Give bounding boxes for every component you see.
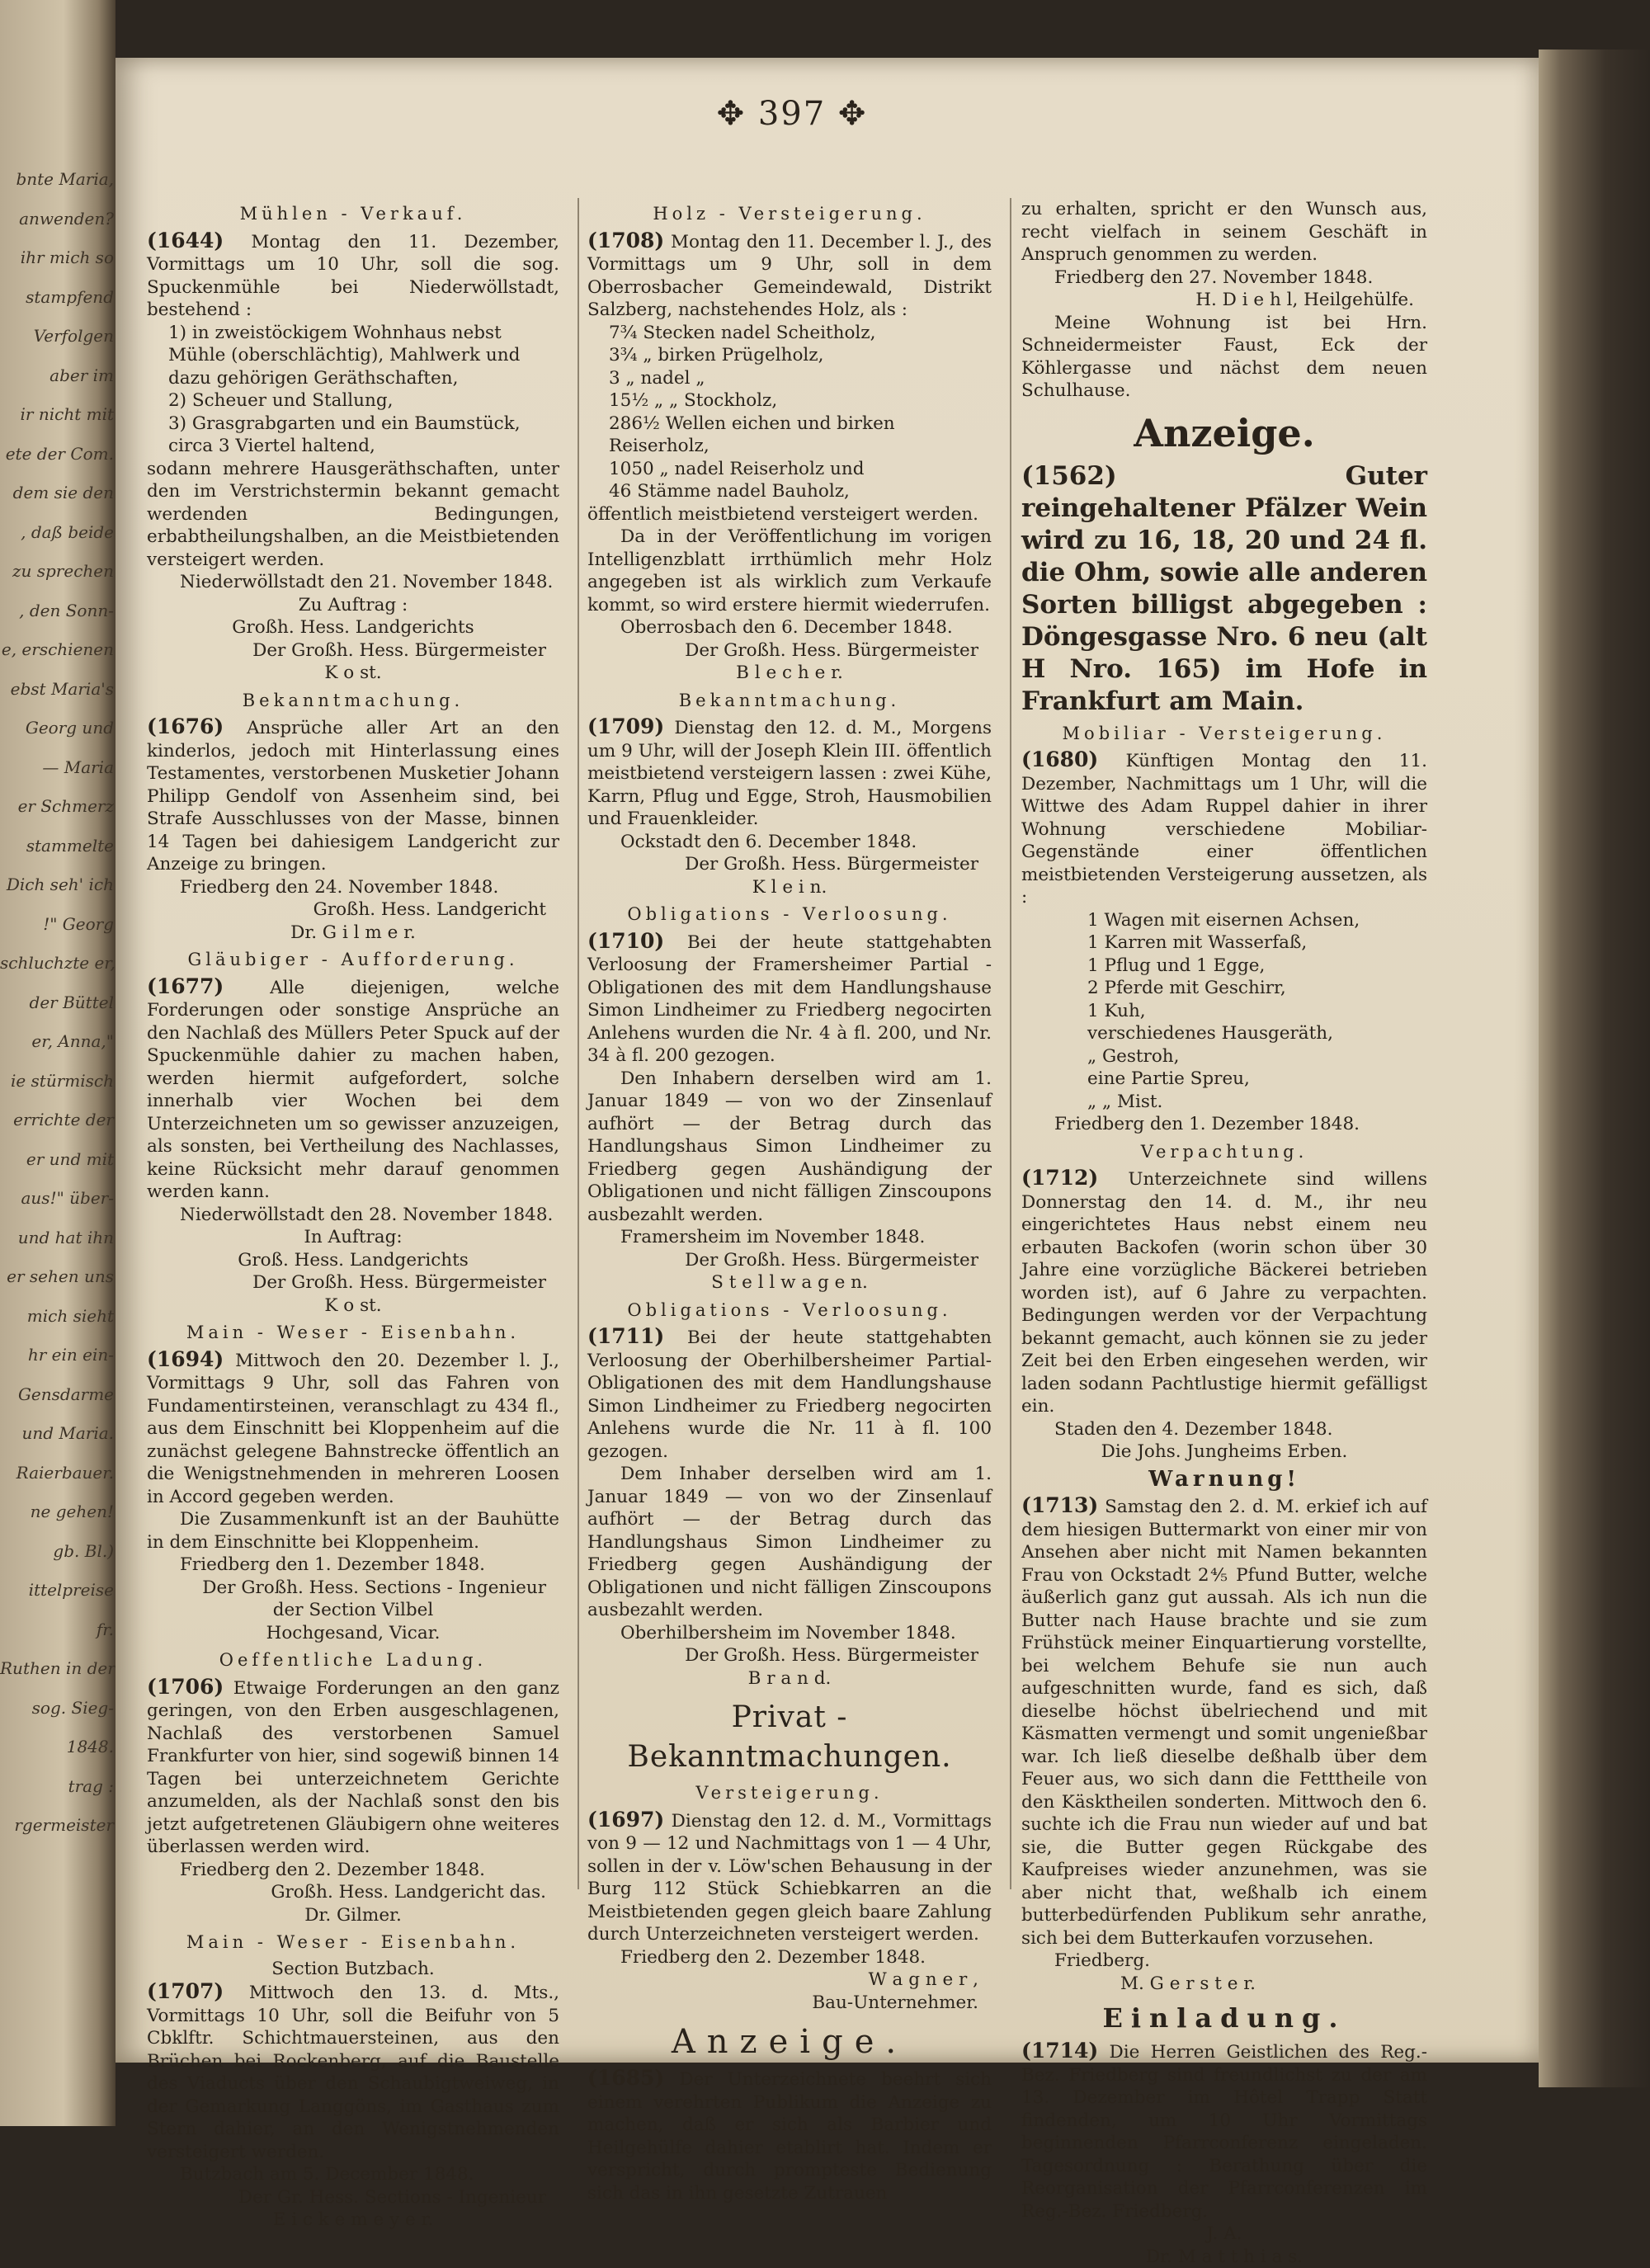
notice-subheading: Section Butzbach. [147, 1958, 559, 1981]
notice-number: (1677) [147, 974, 224, 998]
notice-muehlen-verkauf [147, 203, 559, 685]
notice-text: Etwaige Forderungen an den ganz geringen, von den Erben ausgeschlagenen, Nachlaß des verstorbenen Samuel Frankfurter von hier, sind sogewiß binnen 14 Tagen bei unterzeichnetem Gerichte anzumelden, als der Nachlaß sonst den bis jetzt aufgetretenen Gläubigern ohne weiteres überlassen werden wird. [147, 1678, 559, 1858]
page-number [676, 95, 908, 133]
notice-number: (1680) [1021, 747, 1098, 771]
notice-heading: Obligations - Verloosung. [587, 1299, 992, 1323]
notice-text: Guter reingehaltener Pfälzer Wein wird zu 16, 18, 20 und 24 fl. die Ohm, sowie alle anderen Sorten billigst abgegeben : Döngesgasse Nro. 6 neu (alt H Nro. 165) im Hofe in Frankfurt am Main. [1021, 461, 1427, 716]
notice-number: (1709) [587, 714, 664, 738]
left-page-fragment: Georg und [0, 718, 114, 738]
notice-signature: Großh. Hess. Landgerichts [147, 616, 559, 639]
notice-text: Der Unterzeichnete beehrt sich einem verehrten Publikum die Anzeige zu machen, daß er sich als Barbier und Heilgehülfe dahier etablirt hat. Indem er verspricht, durch prompteste Bedienung sich das in ihn gesetzte Zutrauen [587, 2069, 992, 2204]
notice-text: Dem Inhaber derselben wird am 1. Januar 1849 — von wo der Zinsenlauf aufhört — der Betrag durch das Handlungshaus Simon Lindheimer zu Friedberg gegen Aushändigung der Obligationen und nicht fälligen Zinscoupons ausbezahlt werden. [587, 1463, 992, 1622]
book-cover-edge [1539, 50, 1650, 2087]
notice-einladung [1021, 2000, 1427, 2268]
notice-text: Alle diejenigen, welche Forderungen oder sonstige Ansprüche an den Nachlaß des Müllers Peter Spuck auf der Spuckenmühle dahier zu machen haben, werden hiermit aufgefordert, solche innerhalb vier Wochen bei dem Unterzeichneten um so gewisser anzuzeigen, als sonsten, bei Vertheilung des Nachlasses, keine Rücksicht mehr darauf genommen werden kann. [147, 978, 559, 1203]
notice-glaeubiger-aufforderung [147, 949, 559, 1317]
notice-text: Den Inhabern derselben wird am 1. Januar 1849 — von wo der Zinsenlauf aufhört — der Betrag durch das Handlungshaus Simon Lindheimer zu Friedberg gegen Aushändigung der Obligationen und nicht fälligen Zinscoupons ausbezahlt werden. [587, 1068, 992, 1227]
notice-signature: Dr. Gilmer. [147, 1904, 559, 1927]
notice-items: 7¾ Stecken nadel Scheitholz, 3¾ „ birken Prügelholz, 3 „ nadel „ 15½ „ „ Stockholz, 286½ Wellen eichen und birken Reiserholz, 1050 „ nadel Reiserholz und 46 Stämme nadel Bauholz, [587, 322, 992, 503]
notice-signature: E i c k e m e y e r. [147, 2209, 559, 2232]
notice-holz-versteigerung [587, 203, 992, 685]
notice-anzeige-1685 [587, 2020, 992, 2204]
left-page-fragment: — Maria [0, 757, 114, 777]
notice-signature: Groß. Hess. Landgerichts [147, 1249, 559, 1272]
left-page-fragment: sog. Sieg- [0, 1698, 114, 1718]
notice-main-weser-1707 [147, 1931, 559, 2232]
notice-heading: Versteigerung. [587, 1782, 992, 1805]
notice-text: Samstag den 2. d. M. erkief ich auf dem hiesigen Buttermarkt von einer mir von Ansehen aber nicht mit Namen bekannten Frau von Ockstadt 2⅘ Pfund Butter, welche äußerlich ganz gut aussah. Als ich nun die Butter nach Hause brachte und sie zum Frühstück meiner Einquartierung vorstellte, bei welchem Behufe sie nun auch aufgeschnitten wurde, fand es sich, daß dieselbe höchst übelriechend und mit Käsmatten vermengt und somit ungenießbar war. Ich ließ dieselbe deßhalb über dem Feuer aus, wo sich dann die Fetttheile von den Käsktheilen sonderten. Mittwoch den 6. suchte ich die Frau nun wieder auf und bat sie, die Butter gegen Rückgabe des Kaufpreises wieder anzunehmen, was sie aber nicht that, weßhalb ich einem butterbedürfenden Publikum sehr anrathe, sich bei dem Butterkaufen vorzusehen. [1021, 1497, 1427, 1949]
left-page-fragment: errichte der [0, 1110, 114, 1129]
notice-warnung [1021, 1469, 1427, 1996]
notice-signature: K o st. [147, 1294, 559, 1318]
left-page-edge [0, 0, 116, 2126]
left-page-fragment: stammelte [0, 836, 114, 856]
notice-signature: Der Großh. Hess. Bürgermeister [147, 639, 559, 662]
left-page-fragment: ir nicht mit [0, 404, 114, 424]
left-page-fragment: Gensdarme [0, 1384, 114, 1404]
notice-signature: Dr. M a t t h i a s. [1021, 2246, 1427, 2268]
notice-heading: Anzeige. [587, 2020, 992, 2063]
left-page-fragment: e, erschienen [0, 639, 114, 659]
notice-number: (1697) [587, 1808, 664, 1832]
left-page-fragment: zu sprechen [0, 561, 114, 581]
notice-text: zu erhalten, spricht er den Wunsch aus, recht vielfach in seinem Geschäft in Anspruch genommen zu werden. [1021, 198, 1427, 266]
notice-number: (1676) [147, 714, 224, 738]
notice-text: Künftigen Montag den 11. Dezember, Nachmittags um 1 Uhr, will die Wittwe des Adam Ruppel dahier in ihrer Wohnung verschiedene Mobiliar-Gegenstände einer öffentlichen meistbietenden Versteigerung aussetzen, als : [1021, 751, 1427, 908]
left-page-fragment: mich sieht [0, 1306, 114, 1326]
notice-signature: B r a n d. [587, 1667, 992, 1690]
notice-heading: Verpachtung. [1021, 1141, 1427, 1164]
notice-signature: K o st. [147, 662, 559, 685]
notice-number: (1708) [587, 229, 664, 252]
left-page-fragment: , daß beide [0, 522, 114, 542]
notice-text: öffentlich meistbietend versteigert werden. [587, 503, 992, 526]
left-page-fragment: aber im [0, 365, 114, 385]
notice-signature: der Section Vilbel [147, 1599, 559, 1622]
notice-number: (1644) [147, 229, 224, 252]
notice-place-date: Niederwöllstadt den 21. November 1848. [147, 571, 559, 594]
left-page-fragment: bnte Maria, [0, 169, 114, 189]
left-page-fragment: und Maria. [0, 1423, 114, 1443]
notice-text: Bei der heute stattgehabten Verloosung der Framersheimer Partial - Obligationen des mit dem Handlungshause Simon Lindheimer zu Friedberg negocirten Anlehens wurden die Nr. 4 à fl. 200, und Nr. 34 à fl. 200 gezogen. [587, 932, 992, 1067]
ornament-right: ✥ [838, 95, 868, 133]
notice-place-date: Staden den 4. Dezember 1848. [1021, 1418, 1427, 1441]
left-page-fragment: rgermeister [0, 1815, 114, 1835]
notice-signature: Hochgesand, Vicar. [147, 1622, 559, 1645]
notice-number: (1707) [147, 1979, 224, 2003]
left-page-fragment: er Schmerz [0, 796, 114, 816]
notice-number: (1711) [587, 1324, 664, 1348]
notice-signature: Der Großh. Hess. Bürgermeister [587, 639, 992, 662]
column-rule [1010, 198, 1011, 1889]
left-page-fragment: ittelpreise [0, 1580, 114, 1600]
column-2 [587, 198, 992, 1906]
notice-text: Ansprüche aller Art an den kinderlos, jedoch mit Hinterlassung eines Testamentes, verstorbenen Musketier Johann Philipp Gendolf von Assenheim sind, bei Strafe Ausschlusses von der Masse, binnen 14 Tagen bei dahiesigem Landgericht zur Anzeige zu bringen. [147, 718, 559, 875]
notice-number: (1562) [1021, 461, 1117, 491]
notice-heading: Obligations - Verloosung. [587, 903, 992, 927]
notice-heading: Warnung! [1021, 1469, 1427, 1492]
left-page-fragment: hr ein ein- [0, 1345, 114, 1365]
left-page-fragment: ie stürmisch [0, 1071, 114, 1091]
notice-heading: Bekanntmachung. [147, 690, 559, 713]
notice-obligations-1710 [587, 903, 992, 1294]
notice-heading: Gläubiger - Aufforderung. [147, 949, 559, 972]
notice-signature: Der Großh. Hess. Bürgermeister [587, 1644, 992, 1667]
notice-signature: B l e c h e r. [587, 662, 992, 685]
notice-text: Da in der Veröffentlichung im vorigen Intelligenzblatt irrthümlich mehr Holz angegeben ist als wirklich zum Verkaufe kommt, so wird erstere hiermit wiederrufen. [587, 526, 992, 616]
left-page-fragment: stampfend [0, 287, 114, 307]
notice-signature: Der Großh. Hess. Sections - Ingenieur [147, 1577, 559, 1600]
left-page-fragment: aus!" über- [0, 1188, 114, 1208]
notice-place-date: Friedberg den 1. Dezember 1848. [147, 1554, 559, 1577]
left-page-fragment: ne gehen! [0, 1502, 114, 1521]
notice-signature: M. G e r s t e r. [1021, 1973, 1256, 1994]
notice-heading: Oeffentliche Ladung. [147, 1649, 559, 1672]
left-page-fragment: gb. Bl.) [0, 1541, 114, 1561]
notice-auftrag: Zu Auftrag : [147, 594, 559, 617]
notice-signature: Die Johs. Jungheims Erben. [1021, 1440, 1427, 1464]
notice-place-date: Oberrosbach den 6. December 1848. [587, 616, 992, 639]
notice-text: Die Zusammenkunft ist an der Bauhütte in dem Einschnitte bei Kloppenheim. [147, 1508, 559, 1554]
notice-signature: Der Großh. Hess. Bürgermeister [587, 853, 992, 876]
left-page-fragment: Verfolgen [0, 326, 114, 346]
notice-text: Montag den 11. December l. J., des Vormittags um 9 Uhr, soll in dem Oberrosbacher Gemeindewald, Distrikt Salzberg, nachstehendes Holz, als : [587, 232, 992, 321]
left-page-fragment: schluchzte er, [0, 953, 114, 973]
notice-signature: Dr. G i l m e r. [147, 922, 559, 945]
left-page-fragment: er sehen uns [0, 1266, 114, 1286]
notice-signature: K l e i n. [587, 876, 992, 899]
notice-place-date: Friedberg den 1. Dezember 1848. [1021, 1113, 1427, 1136]
notice-signature: Der Gr. Hess. Sections - Ingenieur [147, 2186, 559, 2209]
notice-signature: Bau-Unternehmer. [587, 1992, 992, 2015]
notice-signature: Großh. Hess. Landgericht [147, 898, 559, 922]
notice-place-date: Framersheim im November 1848. [587, 1226, 992, 1249]
notice-text: Dienstag den 12. d. M., Vormittags von 9 — 12 und Nachmittags von 1 — 4 Uhr, sollen in der v. Löw'schen Behausung in der Burg 112 Stück Schiebkarren an die Meistbietenden gegen gleich baare Zahlung durch Unterzeichneten versteigert werden. [587, 1811, 992, 1945]
notice-text: Montag den 11. Dezember, Vormittags um 10 Uhr, soll die sog. Spuckenmühle bei Niederwöllstadt, bestehend : [147, 232, 559, 321]
notice-number: (1713) [1021, 1493, 1098, 1517]
left-page-fragment: Raierbauer. [0, 1463, 114, 1483]
column-1 [147, 198, 559, 1906]
notice-number: (1712) [1021, 1166, 1098, 1190]
notice-text: Mittwoch den 13. d. Mts., Vormittags 10 Uhr, soll die Beifuhr von 5 Cbklftr. Schichtmauersteinen, aus den Brüchen bei Rockenberg, auf die Baustelle des Viaducts über den Schaubigtweiweg, in der Gemarkung Langgöns, im Gasthaus zum Stern dahier, an den Wenigstnehmenden versteigert werden. [147, 1983, 559, 2162]
notice-bekanntmachung-1709 [587, 690, 992, 899]
notice-text: Meine Wohnung ist bei Hrn. Schneidermeister Faust, Eck der Köhlergasse und nächst dem neuen Schulhause. [1021, 312, 1427, 403]
notice-place-date: Friedberg den 24. November 1848. [147, 876, 559, 899]
notice-place-date: Friedberg den 2. Dezember 1848. [147, 1859, 559, 1882]
left-page-fragment: ihr mich so [0, 248, 114, 267]
left-page-fragment: er, Anna," [0, 1031, 114, 1051]
notice-number: (1710) [587, 929, 664, 953]
notice-place-date: Friedberg den 27. November 1848. [1021, 266, 1427, 290]
notice-mobiliar-versteigerung [1021, 723, 1427, 1136]
notice-heading: Anzeige. [1021, 409, 1427, 457]
notice-heading: Holz - Versteigerung. [587, 203, 992, 226]
notice-number: (1714) [1021, 2039, 1098, 2063]
notice-heading: Bekanntmachung. [587, 690, 992, 713]
notice-place-date: Friedberg den 2. Dezember 1848. [587, 1946, 992, 1969]
notice-items: 1 Wagen mit eisernen Achsen, 1 Karren mit Wasserfaß, 1 Pflug und 1 Egge, 2 Pferde mit Geschirr, 1 Kuh, verschiedenes Hausgeräth, „ Gestroh, eine Partie Spreu, „ „ Mist. [1021, 909, 1427, 1114]
notice-text: sodann mehrere Hausgeräthschaften, unter den im Verstrichstermin bekannt gemacht werdenden Bedingungen, erbabtheilungshalben, an die Meistbietenden versteigert werden. [147, 458, 559, 572]
notice-signature: S t e l l w a g e n. [587, 1271, 992, 1294]
notice-place-date: Niederwöllstadt den 28. November 1848. [147, 1204, 559, 1227]
notice-heading: Main - Weser - Eisenbahn. [147, 1322, 559, 1345]
notice-text: Die Herren Geistlichen des Reg.-Bez. Friedberg sind freundlichst zu der am 13. Dezember im Hôtel Trapp Statt findenden, um 10 Uhr Vormittags beginnenden Pfarrconferenz eingeladen. Tagesordnung : Berathung über die Reorganisation der Pfarrconferenzen im Reg.-Bez. Friedberg. [1021, 2042, 1427, 2222]
notice-items: 1) in zweistöckigem Wohnhaus nebst Mühle (oberschlächtig), Mahlwerk und dazu gehörigen Geräthschaften, 2) Scheuer und Stallung, 3) Grasgrabgarten und ein Baumstück, circa 3 Viertel haltend, [147, 322, 559, 458]
notice-heading: Mobiliar - Versteigerung. [1021, 723, 1427, 746]
notice-place-date: Ockstadt den 6. December 1848. [587, 831, 992, 854]
notice-heading: Main - Weser - Eisenbahn. [147, 1931, 559, 1954]
notice-number: (1706) [147, 1675, 224, 1699]
notice-text: Dienstag den 12. d. M., Morgens um 9 Uhr, will der Joseph Klein III. öffentlich meistbietend versteigern lassen : zwei Kühe, Karrn, Pflug und Egge, Stroh, Hausmobilien und Frauenkleider. [587, 718, 992, 829]
notice-anzeige-1562 [1021, 409, 1427, 718]
left-page-fragment: 1848. [0, 1737, 114, 1756]
notice-text: Bei der heute stattgehabten Verloosung der Oberhilbersheimer Partial-Obligationen des mit dem Handlungshause Simon Lindheimer zu Friedberg negocirten Anlehens wurde die Nr. 11 à fl. 100 gezogen. [587, 1327, 992, 1462]
left-page-fragment: und hat ihn [0, 1228, 114, 1247]
left-page-fragment: dem sie den [0, 483, 114, 502]
page-number-text: 397 [758, 95, 826, 133]
left-page-fragment: Ruthen in der [0, 1658, 114, 1678]
left-page-fragment: ebst Maria's [0, 679, 114, 699]
notice-signature: J. A. [1021, 2223, 1427, 2246]
notice-place-date: Oberhilbersheim im November 1848. [587, 1622, 992, 1645]
left-page-fragment: ete der Com. [0, 444, 114, 464]
left-page-fragment: Dich seh' ich [0, 875, 114, 894]
notice-verpachtung [1021, 1141, 1427, 1464]
notice-number: (1685) [587, 2066, 664, 2090]
column-3 [1021, 198, 1427, 1906]
left-page-fragment: !" Georg [0, 914, 114, 934]
notice-signature: Der Großh. Hess. Bürgermeister [587, 1249, 992, 1272]
notice-signature: Großh. Hess. Landgericht das. [147, 1881, 559, 1904]
notice-main-weser-1694 [147, 1322, 559, 1644]
notice-obligations-1711 [587, 1299, 992, 1690]
left-page-fragment: der Büttel [0, 993, 114, 1012]
notice-bekanntmachung-1676 [147, 690, 559, 945]
notice-oeffentliche-ladung [147, 1649, 559, 1926]
notice-place: Friedberg. [1054, 1950, 1150, 1971]
left-page-fragment: anwenden? [0, 209, 114, 229]
ornament-left: ✥ [717, 95, 747, 133]
notice-privat-versteigerung [587, 1698, 992, 2014]
left-page-fragment: , den Sonn- [0, 601, 114, 620]
notice-text: Unterzeichnete sind willens Donnerstag den 14. d. M., ihr neu eingerichtetes Haus nebst einem neu erbauten Backofen (worin schon über 30 Jahre eine vorzügliche Bäckerei betrieben worden ist), auf 6 Jahre zu verpachten. Bedingungen werden vor der Verpachtung bekannt gemacht, auch können sie zu jeder Zeit bei den Erben eingesehen werden, wir laden sodann Pachtlustige hiermit gefälligst ein. [1021, 1169, 1427, 1417]
left-page-fragment: trag : [0, 1776, 114, 1796]
notice-signature: Der Großh. Hess. Bürgermeister [147, 1271, 559, 1294]
notice-heading: Einladung. [1021, 2000, 1427, 2036]
left-page-fragment: fr. [0, 1620, 114, 1639]
notice-auftrag: In Auftrag: [147, 1226, 559, 1249]
section-heading: Privat - Bekanntmachungen. [587, 1698, 992, 1777]
notice-number: (1694) [147, 1347, 224, 1371]
notice-place-date: Butzbach am 5. December 1848. [147, 2163, 559, 2186]
notice-signature: H. D i e h l, Heilgehülfe. [1021, 289, 1427, 312]
notice-heading: Mühlen - Verkauf. [147, 203, 559, 226]
left-page-fragment: er und mit [0, 1149, 114, 1169]
notice-text: Mittwoch den 20. Dezember l. J., Vormittags 9 Uhr, soll das Fahren von Fundamentirsteinen, veranschlagt zu 434 fl., aus dem Einschnitt bei Kloppenheim auf die zunächst gelegene Bahnstrecke öffentlich an die Wenigstnehmenden in mehreren Loosen in Accord gegeben werden. [147, 1351, 559, 1507]
column-rule [578, 198, 579, 1889]
notice-signature: W a g n e r , [587, 1969, 992, 1992]
notice-anzeige-1685-continued [1021, 198, 1427, 403]
